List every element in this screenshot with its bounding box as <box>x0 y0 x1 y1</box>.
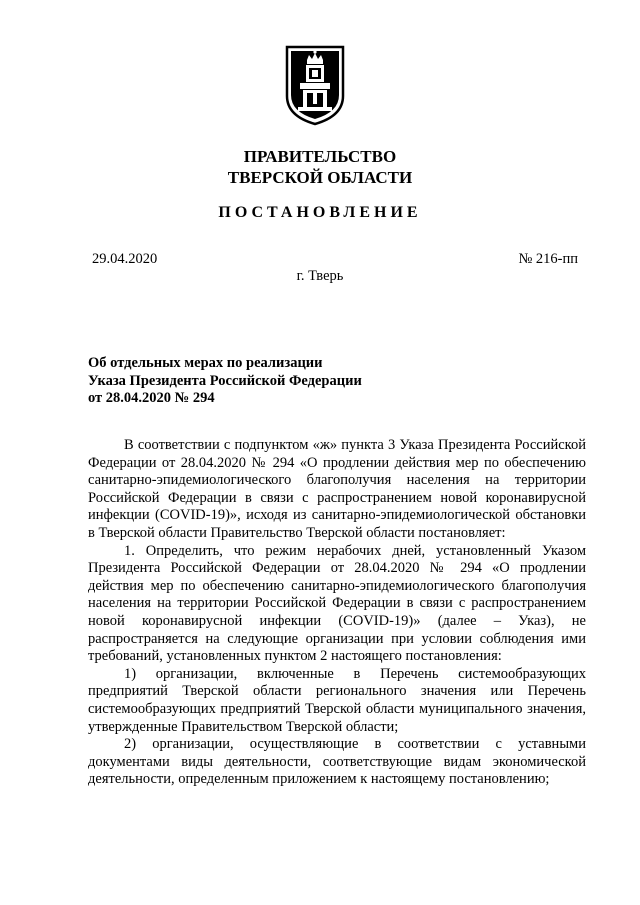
body-paragraph-item-1: 1. Определить, что режим нерабочих дней, установленный Указом Президента Российской Федерации от 28.04.2020 № 294 «О продлении действия мер по обеспечению санитарно-эпидемиологического благополучия населения на территории Российской Федерации в связи с распространением новой коронавирусной инфекции (COVID-19)» (далее – Указ), не распространяется на следующие организации при условии соблюдения ими требований, установленных пунктом 2 настоящего постановления: <box>88 542 586 665</box>
tver-coat-of-arms-icon <box>284 44 346 126</box>
document-subject <box>88 355 408 408</box>
document-city: г. Тверь <box>296 268 344 284</box>
subject-line: Об отдельных мерах по реализации <box>88 355 323 371</box>
document-type-title: ПОСТАНОВЛЕНИЕ <box>218 204 422 221</box>
subject-line: от 28.04.2020 № 294 <box>88 390 215 406</box>
document-date: 29.04.2020 <box>92 251 158 267</box>
body-paragraph-subitem-1: 1) организации, включенные в Перечень системообразующих предприятий Тверской области регионального значения или Перечень системообразующих предприятий Тверской области муниципального значения, утвержденные Правительством Тверской области; <box>88 665 586 735</box>
document-number: № 216-пп <box>518 251 578 267</box>
government-name-line2: ТВЕРСКОЙ ОБЛАСТИ <box>227 168 413 187</box>
document-body <box>88 437 586 789</box>
body-paragraph-subitem-2: 2) организации, осуществляющие в соответствии с уставными документами виды деятельности, соответствующие видам экономической деятельности, определенным приложением к настоящему постановлению; <box>88 736 586 788</box>
government-name-line1: ПРАВИТЕЛЬСТВО <box>243 147 397 166</box>
subject-line: Указа Президента Российской Федерации <box>88 372 362 389</box>
body-paragraph-preamble: В соответствии с подпунктом «ж» пункта 3 Указа Президента Российской Федерации от 28.04.2020 № 294 «О продлении действия мер по обеспечению санитарно-эпидемиологического благополучия населения на территории Российской Федерации в связи с распространением новой коронавирусной инфекции (COVID-19)», исходя из санитарно-эпидемиологической обстановки в Тверской области Правительство Тверской области постановляет: <box>88 437 586 541</box>
